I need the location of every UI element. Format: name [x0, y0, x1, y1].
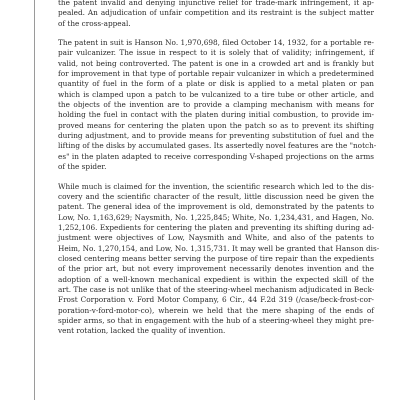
text-line: quantity of fuel in the form of a plate or disk is applied to a metal platen or pan: [58, 79, 374, 89]
text-line: While much is claimed for the invention, the scientific research which led to the dis-: [58, 181, 374, 191]
text-line: pair vulcanizer. The issue in respect to it is solely that of validity; infringement, if: [58, 48, 374, 58]
text-line: for improvement in that type of portable repair vulcanizer in which a predetermined: [58, 69, 374, 79]
text-line: es" in the platen adapted to receive corresponding V-shaped projections on the arms: [58, 151, 374, 161]
text-line: closed centering means better serving the purpose of tire repair than the expedients: [58, 253, 374, 263]
text-line: patent. The general idea of the improvement is old, demonstrated by the patents to: [58, 202, 374, 212]
text-line: covery and the scientific character of the result, little discussion need be given the: [58, 191, 374, 201]
text-line: vent rotation, lacked the quality of invention.: [58, 326, 226, 336]
text-line: spider arms, so that in engagement with the hub of a steering-wheel they might pre-: [58, 315, 374, 325]
text-line: the patent invalid and denying injunctive relief for trade-mark infringement, it ap-: [58, 0, 374, 7]
text-line: Low, No. 1,163,629; Naysmith, No. 1,225,845; White, No. 1,234,431, and Hagen, No.: [58, 212, 374, 222]
paragraph: [58, 181, 380, 337]
text-line: adoption of a well-known mechanical expedient is within the expected skill of the: [58, 274, 374, 284]
paragraph: [58, 0, 374, 29]
text-line: The patent in suit is Hanson No. 1,970,698, filed October 14, 1932, for a portable re-: [58, 38, 374, 48]
margin-rule: [34, 0, 35, 400]
text-line: the objects of the invention are to provide a clamping mechanism with means for: [58, 100, 374, 110]
text-line: pealed. An adjudication of unfair competition and its restraint is the subject matter: [58, 8, 374, 18]
text-line: of the prior art, but not every improvement necessarily denotes invention and the: [58, 264, 374, 274]
text-line: during adjustment, and to provide means for preventing substitution of fuel and the: [58, 131, 374, 141]
text-line: art. The case is not unlike that of the steering-wheel mechanism adjudicated in Beck-: [58, 284, 375, 294]
paragraph: [58, 38, 377, 172]
text-line: which is clamped upon a patch to be vulcanized to a tire tube or other article, and: [58, 89, 374, 99]
text-line: lifting of the disks by accumulated gases. Its assertedly novel features are the "notch-: [58, 141, 377, 151]
document-body: [58, 0, 380, 337]
text-line: proved means for centering the platen upon the patch so as to prevent its shifting: [58, 120, 374, 130]
text-line: justment were objectives of Low, Naysmith and White, and also of the patents to: [58, 233, 374, 243]
paragraph-gap: [58, 173, 374, 182]
text-line: poration-v-ford-motor-co), wherein we held that the mere shaping of the ends of: [58, 305, 374, 315]
text-line: 1,252,106. Expedients for centering the platen and preventing its shifting during ad-: [58, 222, 374, 232]
text-line: Frost Corporation v. Ford Motor Company, 6 Cir., 44 F.2d 319 (/case/beck-frost-cor-: [58, 295, 374, 305]
text-line: valid, not being controverted. The patent is one in a crowded art and is frankly but: [58, 58, 374, 68]
text-line: Heim, No. 1,270,154, and Low, No. 1,315,731. It may well be granted that Hanson dis-: [58, 243, 380, 253]
paragraph-gap: [58, 29, 374, 38]
text-line: of the cross-appeal.: [58, 18, 131, 28]
text-line: holding the fuel in contact with the platen during initial combustion, to provide im-: [58, 110, 374, 120]
text-line: of the spider.: [58, 162, 107, 172]
